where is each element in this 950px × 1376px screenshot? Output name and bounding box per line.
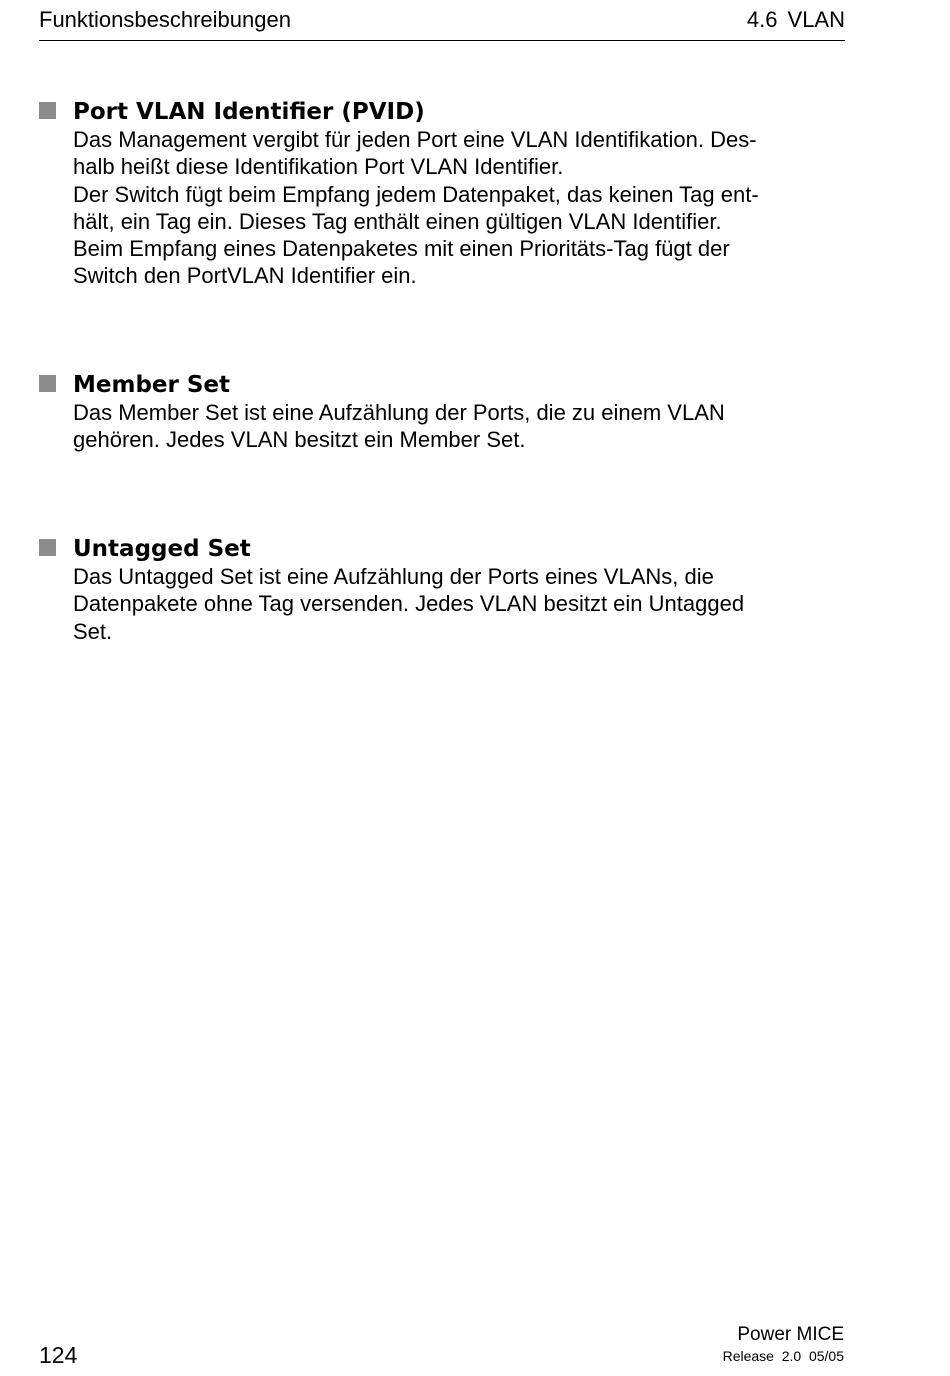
body-line: hält, ein Tag ein. Dieses Tag enthält einen gültigen VLAN Identifier. (73, 208, 722, 234)
section-pvid (39, 98, 839, 290)
square-bullet-icon (39, 539, 56, 556)
body-line: gehören. Jedes VLAN besitzt ein Member Set. (73, 427, 526, 453)
body-line: Das Management vergibt für jeden Port eine VLAN Identifikation. Des- (73, 127, 757, 152)
body-line: Beim Empfang eines Datenpaketes mit einen Prioritäts-Tag fügt der (73, 236, 730, 262)
body-line: Datenpakete ohne Tag versenden. Jedes VLAN besitzt ein Untagged (73, 591, 745, 617)
body-line: Das Untagged Set ist eine Aufzählung der Ports eines VLANs, die (73, 564, 714, 589)
body-line: Der Switch fügt beim Empfang jedem Datenpaket, das keinen Tag ent- (73, 181, 759, 207)
section-number: 4.6 (746, 7, 778, 32)
section-name: VLAN (787, 7, 845, 32)
product-name: Power MICE (737, 1324, 844, 1345)
section-heading-row (39, 371, 839, 399)
section-heading (747, 6, 845, 34)
body-line: halb heißt diese Identifikation Port VLAN Identifier. (73, 154, 564, 180)
body-line: Das Member Set ist eine Aufzählung der Ports, die zu einem VLAN (73, 400, 725, 425)
page-number: 124 (39, 1342, 78, 1368)
section-heading-row (39, 535, 839, 563)
section-title: Untagged Set (73, 536, 251, 562)
body-line: Switch den PortVLAN Identifier ein. (73, 263, 417, 289)
section-heading-row (39, 98, 839, 126)
release-info: Release 2.0 05/05 (722, 1348, 844, 1364)
section-title: Port VLAN Identifier (PVID) (73, 99, 425, 125)
square-bullet-icon (39, 375, 56, 392)
section-member-set (39, 371, 839, 454)
chapter-title: Funktionsbeschreibungen (39, 7, 291, 32)
square-bullet-icon (39, 102, 56, 119)
body-line: Set. (73, 618, 113, 644)
page-header (39, 6, 845, 41)
section-title: Member Set (73, 372, 231, 398)
section-untagged-set (39, 535, 839, 645)
